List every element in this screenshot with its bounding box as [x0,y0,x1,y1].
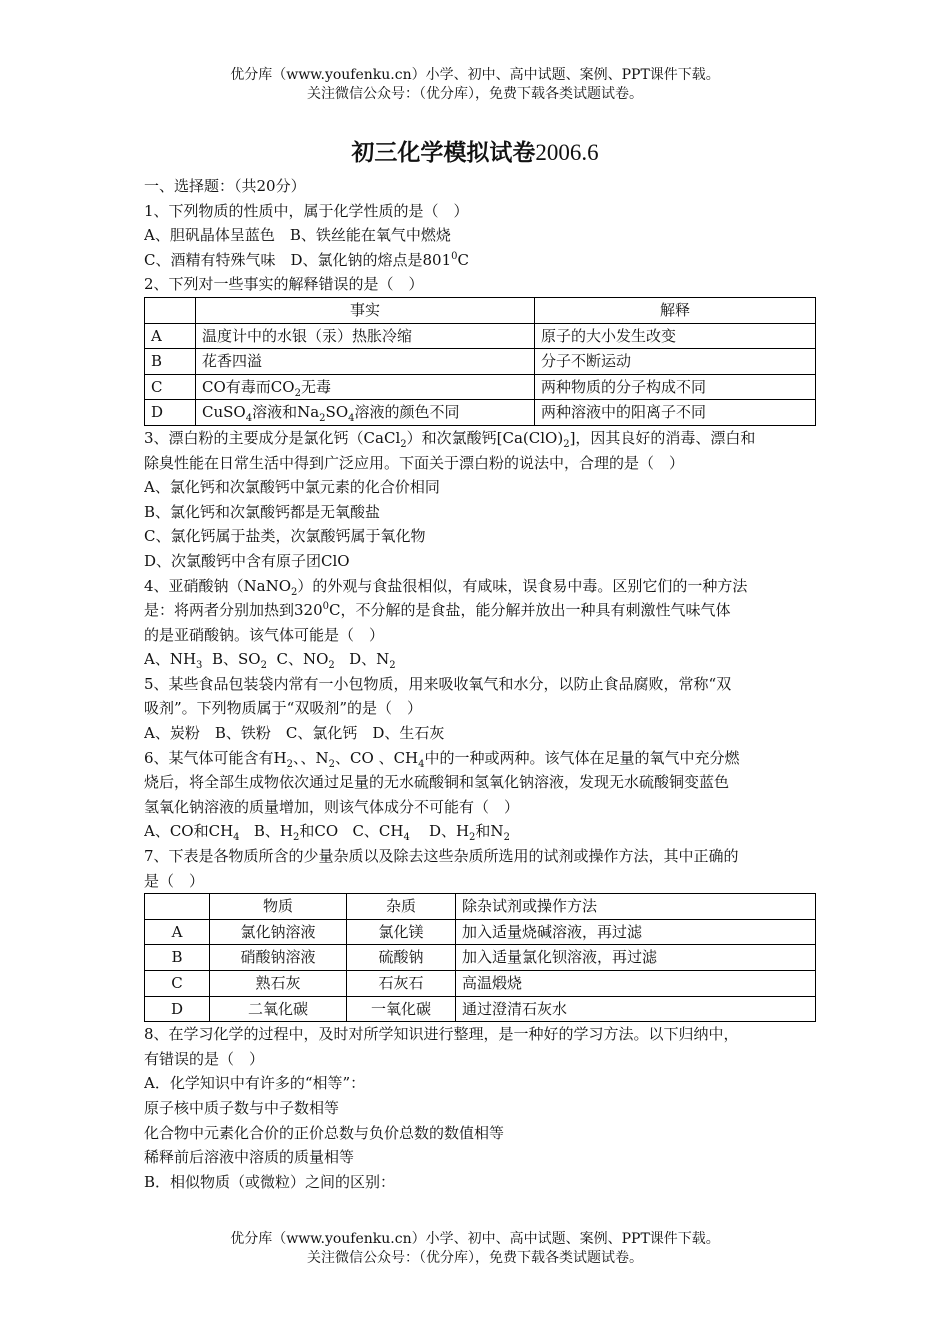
row-fact: 温度计中的水银（汞）热胀冷缩 [196,323,535,349]
q3-sub: 2 [563,438,570,450]
table-header-method: 除杂试剂或操作方法 [456,894,816,920]
q6-opt: B、H [253,822,293,841]
table-header-explanation: 解释 [535,297,816,323]
q4-options [144,647,816,672]
table-row [145,400,816,426]
q8-a-item-1: 原子核中质子数与中子数相等 [144,1098,340,1117]
q6-text: 、CO 、CH [335,748,419,767]
q6-opt-sub: 2 [292,832,300,844]
q6-opt: C、CH [352,822,404,841]
table-row [145,945,816,971]
q4-line-2 [144,598,816,623]
row-fact [196,400,535,426]
q6-opt-sub: 4 [403,832,410,844]
q4-opt-sub: 2 [260,660,267,672]
q6-sub: 4 [418,758,425,770]
q1-stem: 1、下列物质的性质中，属于化学性质的是（ ） [144,201,469,220]
q4-line-3: 的是亚硝酸钠。该气体可能是（ ） [144,625,385,644]
table-header-fact: 事实 [196,297,535,323]
q4-line-1 [144,574,816,599]
table-row [145,919,816,945]
q6-line-2: 烧后，将全部生成物依次通过足量的无水硫酸铜和氢氧化钠溶液，发现无水硫酸铜变蓝色 [144,773,730,792]
q3-line-2: 除臭性能在日常生活中得到广泛应用。下面关于漂白粉的说法中，合理的是（ ） [144,453,685,472]
q5-options: A、炭粉 B、铁粉 C、氯化钙 D、生石灰 [144,724,445,743]
q7-line-2: 是（ ） [144,871,205,890]
fact-part: 溶液的颜色不同 [354,403,460,422]
q6-text: 中的一种或两种。该气体在足量的氧气中充分燃 [424,748,740,767]
title-date: 2006.6 [535,140,599,165]
row-impurity: 一氧化碳 [347,996,456,1022]
fact-sub: 4 [245,413,253,425]
footer-line-2: 关注微信公众号：（优分库），免费下载各类试题试卷。 [307,1250,643,1266]
row-label: A [145,323,196,349]
q1-options-ab: A、胆矾晶体呈蓝色 B、铁丝能在氧气中燃烧 [144,226,451,245]
fact-part: 溶液和Na [252,403,320,422]
fact-part: SO [325,403,349,422]
q3-line-1 [144,426,816,451]
row-fact [196,374,535,400]
row-label: D [145,996,210,1022]
q3-option-b: B、氯化钙和次氯酸钙都是无氧酸盐 [144,502,381,521]
q3-text: ]，因其良好的消毒、漂白和 [569,428,756,447]
table-row [145,374,816,400]
row-label: A [145,919,210,945]
q2-table [144,297,816,426]
q3-option-c: C、氯化钙属于盐类，次氯酸钙属于氧化物 [144,527,426,546]
fact-sub: 2 [319,413,326,425]
fact-sub: 4 [348,413,355,425]
table-header-row [145,894,816,920]
row-substance: 二氧化碳 [210,996,347,1022]
row-label: C [145,374,196,400]
table-row [145,349,816,375]
q6-text: 、、N [293,748,329,767]
table-cell [145,297,196,323]
q4-text: ）的外观与食盐很相似，有咸味，误食易中毒。区别它们的一种方法 [297,576,748,595]
q4-opt: B、SO [211,650,261,669]
header-line-2: 关注微信公众号：（优分库），免费下载各类试题试卷。 [307,86,643,102]
row-substance: 熟石灰 [210,971,347,997]
q6-opt: A、CO和CH [144,822,234,841]
fact-part: 无毒 [300,377,331,396]
row-explanation: 两种物质的分子构成不同 [535,374,816,400]
row-method: 高温煅烧 [456,971,816,997]
fact-part: CuSO [202,403,246,422]
header-line-1: 优分库（www.youfenku.cn）小学、初中、高中试题、案例、PPT课件下载。 [230,67,720,83]
fact-sub: 2 [294,387,301,399]
row-substance: 氯化钠溶液 [210,919,347,945]
q6-text: 6、某气体可能含有H [144,748,287,767]
q7-table [144,893,816,1022]
table-header-impurity: 杂质 [347,894,456,920]
row-fact: 花香四溢 [196,349,535,375]
row-label: B [145,349,196,375]
q8-line-2: 有错误的是（ ） [144,1049,265,1068]
q4-sub: 2 [291,586,298,598]
page-title [0,134,950,167]
q6-opt-sub: 4 [233,832,240,844]
footer-line-1: 优分库（www.youfenku.cn）小学、初中、高中试题、案例、PPT课件下载。 [230,1231,720,1247]
row-impurity: 氯化镁 [347,919,456,945]
row-explanation: 原子的大小发生改变 [535,323,816,349]
q5-line-1: 5、某些食品包装袋内常有一小包物质，用来吸收氧气和水分，以防止食品腐败，常称“双 [144,674,732,693]
title-text: 初三化学模拟试卷 [351,139,536,166]
q6-opt-sub: 2 [469,832,476,844]
q1-cd-sup: 0 [451,250,458,262]
q8-option-a: A．化学知识中有许多的“相等”： [144,1074,366,1093]
q6-options [144,819,816,844]
q6-line-3: 氢氧化钠溶液的质量增加，则该气体成分不可能有（ ） [144,797,520,816]
row-explanation: 两种溶液中的阳离子不同 [535,400,816,426]
table-row [145,971,816,997]
row-label: C [145,971,210,997]
row-substance: 硝酸钠溶液 [210,945,347,971]
exam-content [144,174,816,1194]
table-row [145,323,816,349]
q3-text: ）和次氯酸钙[Ca(ClO) [406,428,564,447]
q4-text: C，不分解的是食盐，能分解并放出一种具有刺激性气味气体 [329,601,731,620]
row-explanation: 分子不断运动 [535,349,816,375]
q3-option-a: A、氯化钙和次氯酸钙中氯元素的化合价相同 [144,478,440,497]
row-impurity: 石灰石 [347,971,456,997]
q4-opt: D、N [349,650,390,669]
row-method: 加入适量烧碱溶液，再过滤 [456,919,816,945]
table-cell [145,894,210,920]
q6-line-1 [144,746,816,771]
table-header-substance: 物质 [210,894,347,920]
q1-cd-text: C、酒精有特殊气味 D、氯化钠的熔点是801 [144,250,452,269]
row-label: B [145,945,210,971]
q3-sub: 2 [400,438,407,450]
q8-a-item-2: 化合物中元素化合价的正价总数与负价总数的数值相等 [144,1123,505,1142]
q4-text: 4、亚硝酸钠（NaNO [144,576,292,595]
q8-a-item-3: 稀释前后溶液中溶质的质量相等 [144,1148,355,1167]
q6-opt-sub: 2 [503,832,510,844]
q4-sup: 0 [322,601,330,613]
q6-opt: 和N [475,822,504,841]
q1-options-cd [144,248,816,273]
q4-opt-sub: 3 [196,660,203,672]
q8-line-1: 8、在学习化学的过程中，及时对所学知识进行整理，是一种好的学习方法。以下归纳中， [144,1025,739,1044]
q4-opt: C、NO [276,650,329,669]
q3-option-d: D、次氯酸钙中含有原子团ClO [144,551,350,570]
q2-stem: 2、下列对一些事实的解释错误的是（ ） [144,275,424,294]
q6-sub: 2 [286,758,294,770]
q4-text: 是：将两者分别加热到320 [144,601,323,620]
row-method: 通过澄清石灰水 [456,996,816,1022]
fact-part: CO有毒而CO [202,377,295,396]
section-heading: 一、选择题：（共20分） [144,177,306,195]
q6-opt: D、H [428,822,470,841]
table-header-row [145,297,816,323]
q1-cd-unit: C [457,250,469,269]
q8-option-b: B．相似物质（或微粒）之间的区别： [144,1172,396,1191]
q6-sub: 2 [328,758,336,770]
q3-text: 3、漂白粉的主要成分是氯化钙（CaCl [144,428,401,447]
q4-opt: A、NH [144,650,197,669]
table-row [145,996,816,1022]
row-method: 加入适量氯化钡溶液，再过滤 [456,945,816,971]
q4-opt-sub: 2 [328,660,335,672]
q4-opt-sub: 2 [389,660,396,672]
q7-line-1: 7、下表是各物质所含的少量杂质以及除去这些杂质所选用的试剂或操作方法，其中正确的 [144,847,739,866]
q6-opt: 和CO [299,822,339,841]
row-label: D [145,400,196,426]
row-impurity: 硫酸钠 [347,945,456,971]
q5-line-2: 吸剂”。下列物质属于“双吸剂”的是（ ） [144,699,423,718]
